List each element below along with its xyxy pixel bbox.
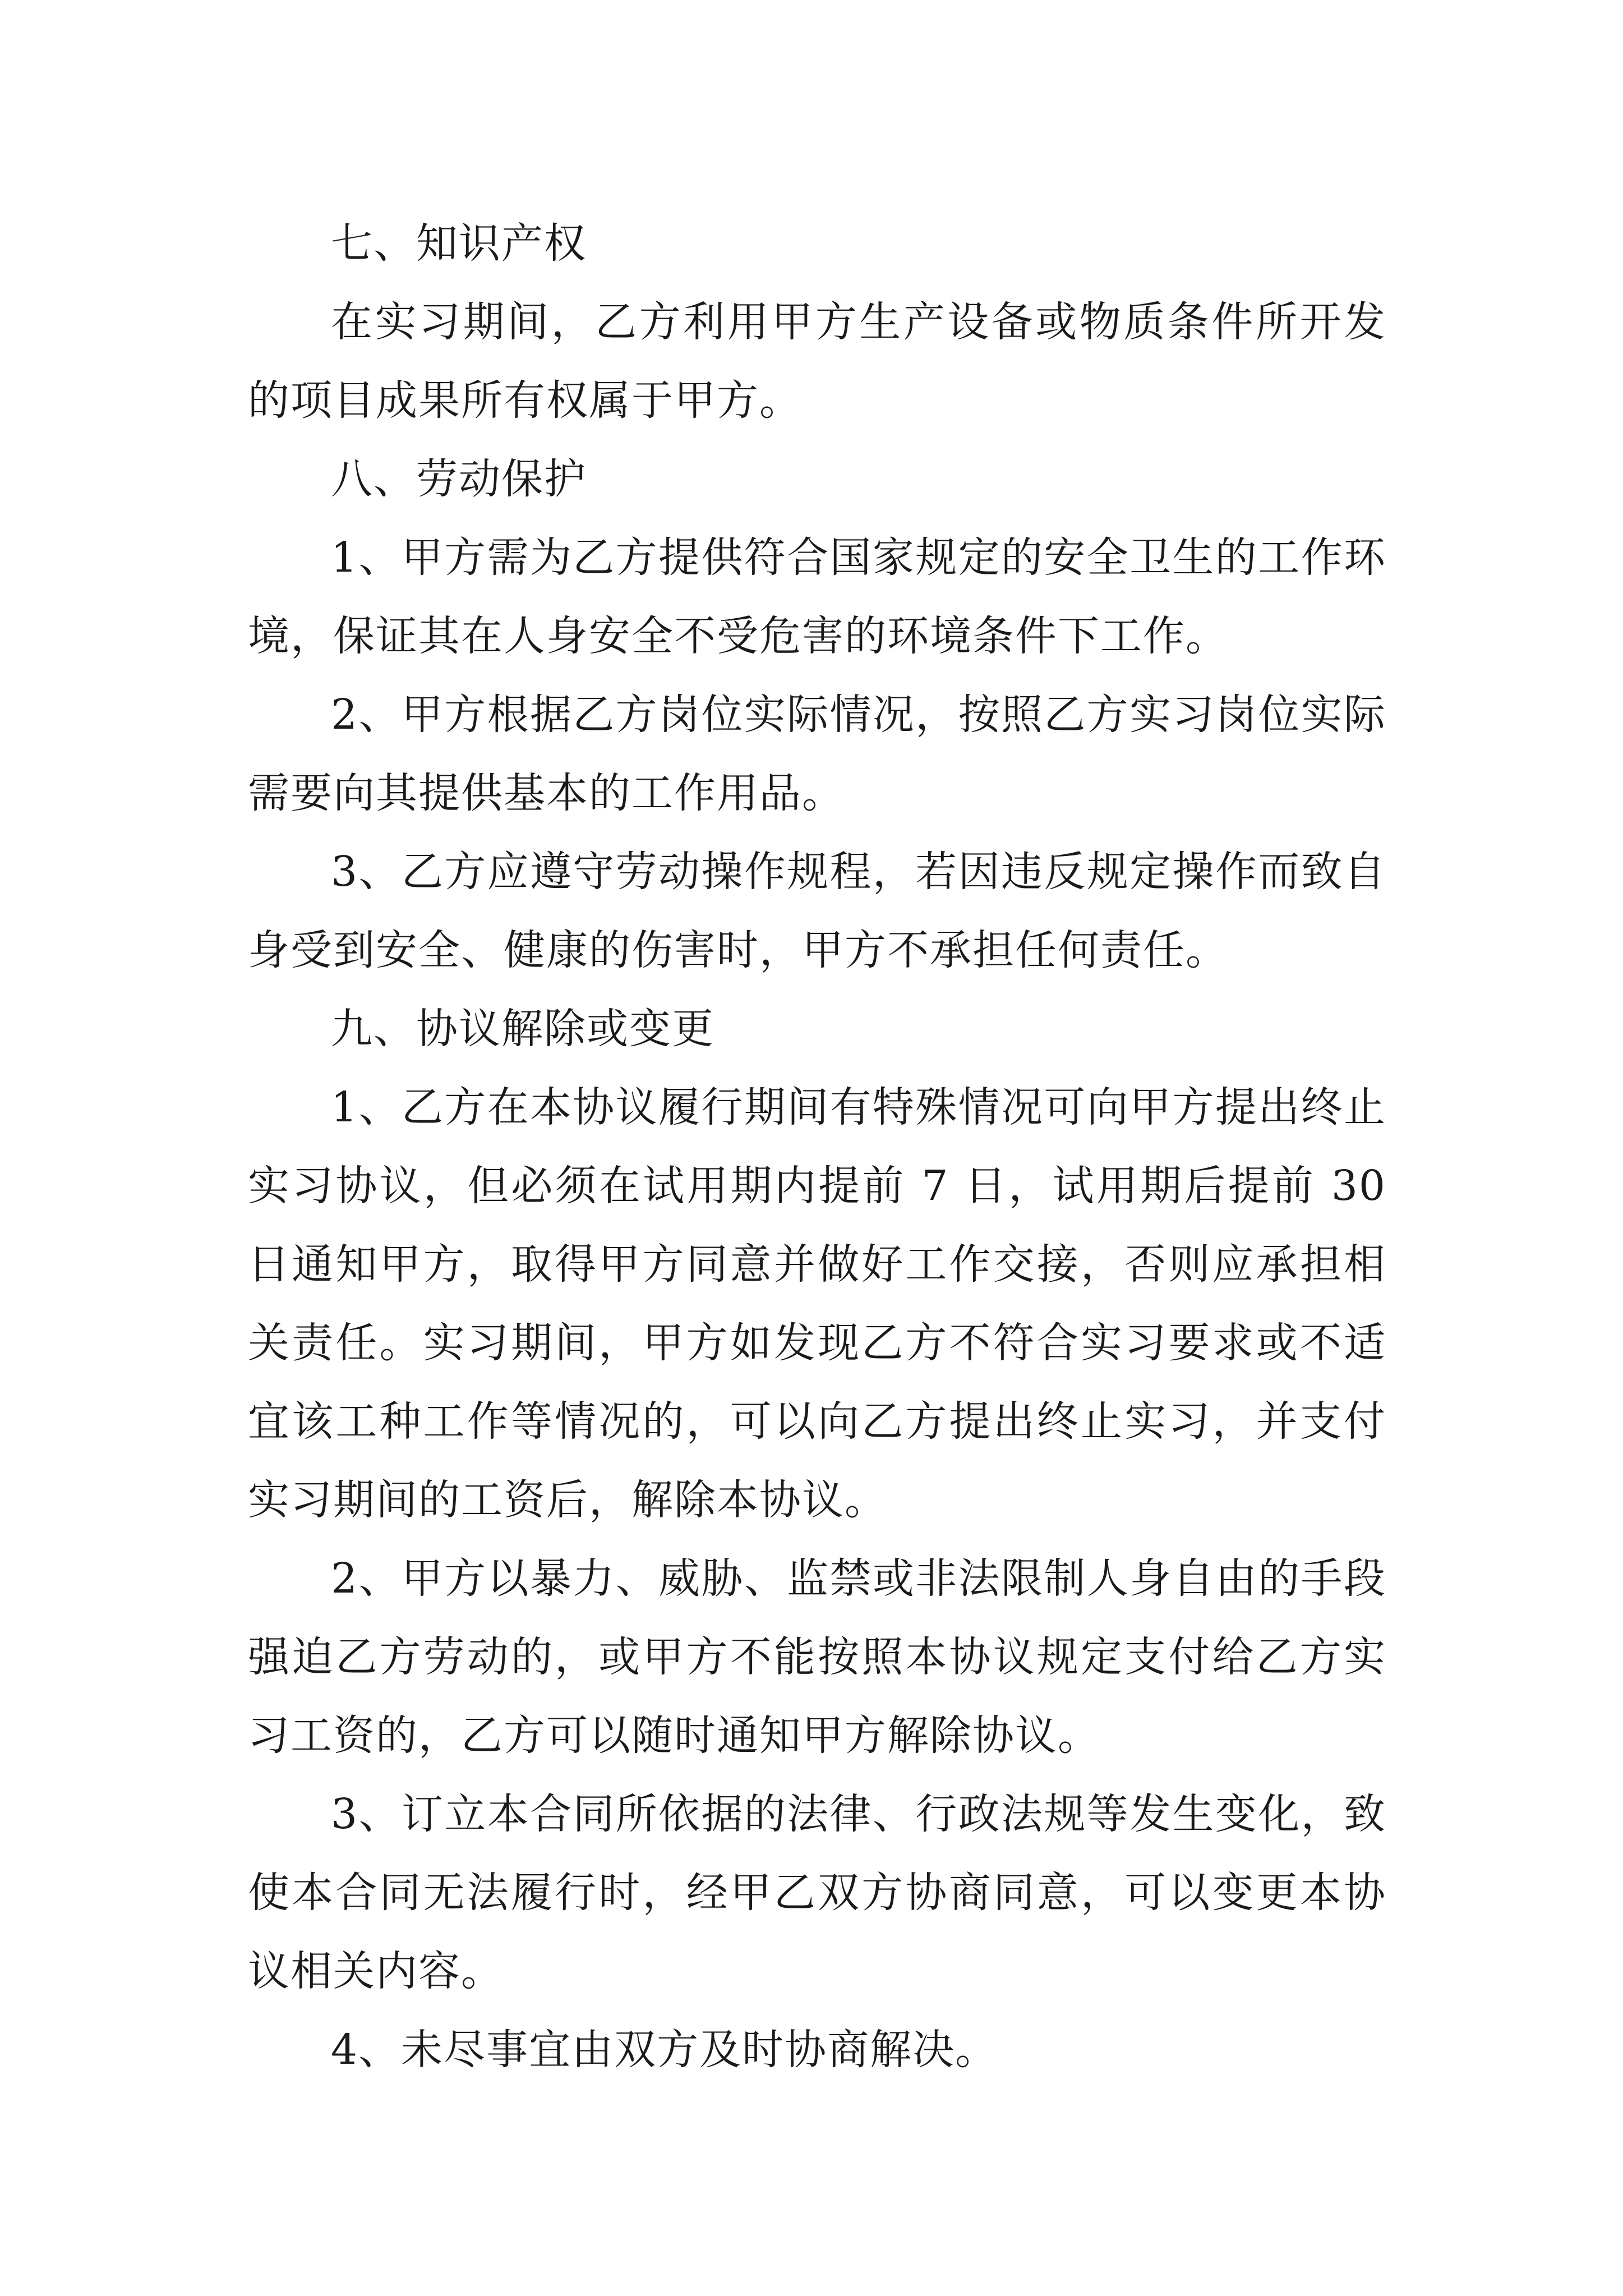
paragraph-termination-2: 2、甲方以暴力、威胁、监禁或非法限制人身自由的手段强迫乙方劳动的，或甲方不能按照本协议规定支付给乙方实习工资的，乙方可以随时通知甲方解除协议。: [248, 1554, 1386, 1760]
document-page: [248, 204, 1386, 2089]
paragraph-labor-protection-2: 2、甲方根据乙方岗位实际情况，按照乙方实习岗位实际需要向其提供基本的工作用品。: [248, 691, 1386, 817]
paragraph-labor-protection-1: 1、甲方需为乙方提供符合国家规定的安全卫生的工作环境，保证其在人身安全不受危害的环境条件下工作。: [248, 533, 1386, 660]
section-heading-termination: 九、协议解除或变更: [331, 1005, 714, 1053]
paragraph-termination-1: 1、乙方在本协议履行期间有特殊情况可向甲方提出终止实习协议，但必须在试用期内提前 7 日，试用期后提前 30 日通知甲方，取得甲方同意并做好工作交接，否则应承担相关责任。实习期间，甲方如发现乙方不符合实习要求或不适宜该工种工作等情况的，可以向乙方提出终止实习，并支付实习期间的工资后，解除本协议。: [248, 1083, 1386, 1524]
paragraph-ip-ownership: 在实习期间，乙方利用甲方生产设备或物质条件所开发的项目成果所有权属于甲方。: [248, 298, 1386, 425]
paragraph-termination-4: 4、未尽事宜由双方及时协商解决。: [331, 2026, 998, 2074]
paragraph-termination-3: 3、订立本合同所依据的法律、行政法规等发生变化，致使本合同无法履行时，经甲乙双方协商同意，可以变更本协议相关内容。: [248, 1790, 1386, 1995]
paragraph-labor-protection-3: 3、乙方应遵守劳动操作规程，若因违反规定操作而致自身受到安全、健康的伤害时，甲方不承担任何责任。: [248, 848, 1386, 974]
section-heading-labor-protection: 八、劳动保护: [331, 455, 587, 503]
section-heading-intellectual-property: 七、知识产权: [331, 219, 587, 268]
